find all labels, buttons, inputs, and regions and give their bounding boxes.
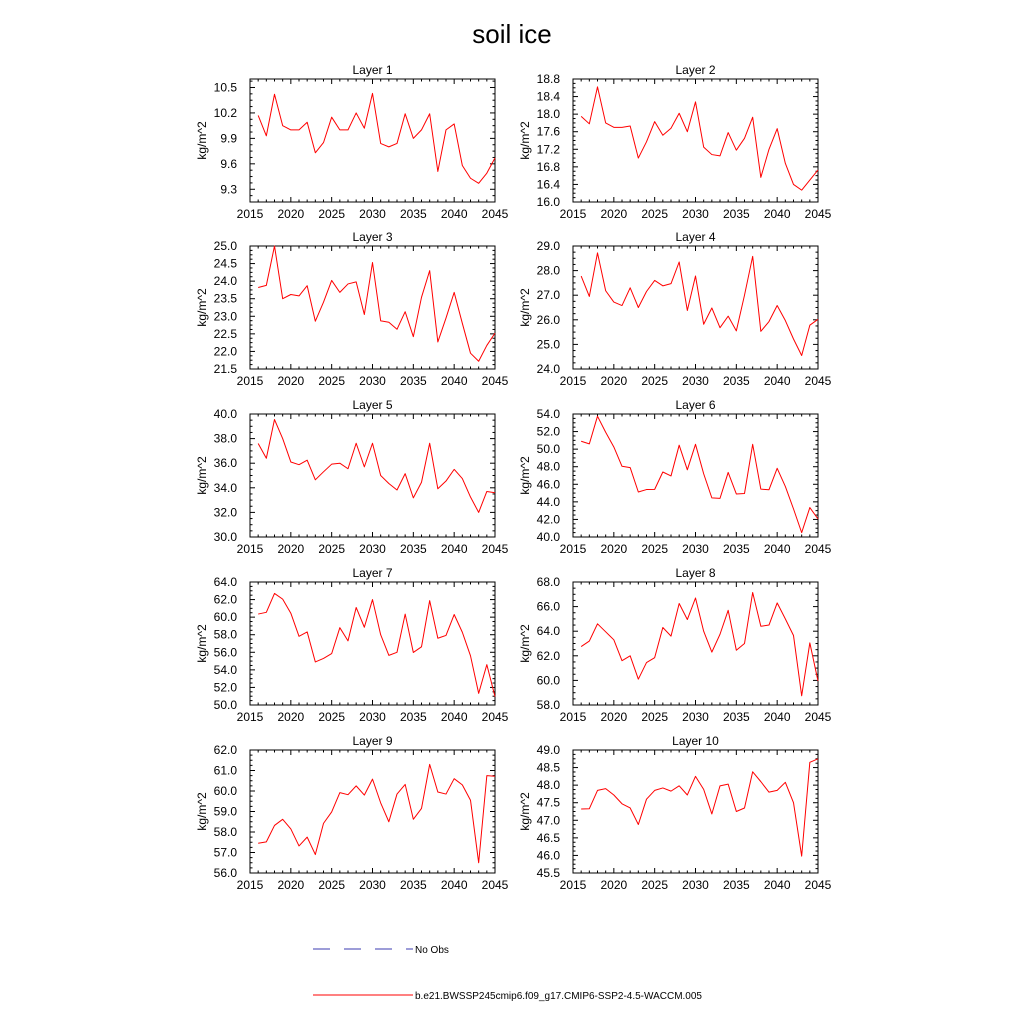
plot-frame <box>573 582 818 705</box>
y-axis-label: kg/m^2 <box>195 456 209 495</box>
x-tick-label: 2040 <box>440 207 468 221</box>
y-axis-label: kg/m^2 <box>195 121 209 160</box>
legend-label-no-obs: No Obs <box>415 945 449 956</box>
x-tick-label: 2015 <box>236 710 264 724</box>
x-tick-label: 2045 <box>804 878 832 892</box>
x-tick-label: 2040 <box>440 374 468 388</box>
x-tick-label: 2030 <box>682 710 709 724</box>
y-tick-label: 32.0 <box>213 505 237 520</box>
y-tick-label: 48.0 <box>536 459 560 474</box>
x-tick-label: 2035 <box>399 878 427 892</box>
y-tick-label: 23.5 <box>213 291 237 306</box>
x-tick-label: 2035 <box>399 542 427 556</box>
y-tick-label: 25.0 <box>536 337 560 352</box>
y-tick-label: 24.5 <box>213 256 237 271</box>
x-tick-label: 2020 <box>277 542 305 556</box>
panel-title: Layer 4 <box>675 230 716 244</box>
y-tick-label: 23.0 <box>213 309 237 324</box>
x-tick-label: 2015 <box>236 878 264 892</box>
x-tick-label: 2035 <box>399 207 427 221</box>
series-line <box>581 759 818 856</box>
panel-layer-2 <box>518 63 832 221</box>
x-tick-label: 2020 <box>600 374 628 388</box>
panel-title: Layer 6 <box>675 398 716 412</box>
panel-title: Layer 8 <box>675 566 716 580</box>
series-line <box>581 416 818 532</box>
y-tick-label: 57.0 <box>213 845 237 860</box>
y-tick-label: 22.5 <box>213 326 237 341</box>
y-tick-label: 48.5 <box>536 760 560 775</box>
x-tick-label: 2020 <box>277 878 305 892</box>
y-axis-label: kg/m^2 <box>518 624 532 663</box>
y-tick-label: 68.0 <box>536 575 560 589</box>
y-tick-label: 28.0 <box>536 263 560 278</box>
plot-frame <box>250 414 495 537</box>
x-tick-label: 2020 <box>277 710 305 724</box>
y-tick-label: 27.0 <box>536 288 560 303</box>
x-tick-label: 2045 <box>481 207 509 221</box>
y-tick-label: 38.0 <box>213 431 237 446</box>
x-tick-label: 2015 <box>236 207 264 221</box>
x-tick-label: 2045 <box>804 207 832 221</box>
x-tick-label: 2025 <box>318 542 346 556</box>
x-tick-label: 2025 <box>641 710 669 724</box>
y-tick-label: 16.4 <box>536 177 560 192</box>
x-tick-label: 2040 <box>763 878 791 892</box>
y-tick-label: 9.9 <box>220 131 237 146</box>
x-tick-label: 2025 <box>641 207 669 221</box>
y-tick-label: 29.0 <box>536 239 560 253</box>
x-tick-label: 2035 <box>399 710 427 724</box>
x-tick-label: 2045 <box>481 710 509 724</box>
y-tick-label: 9.6 <box>220 156 237 171</box>
y-tick-label: 18.0 <box>536 107 560 122</box>
y-tick-label: 46.0 <box>536 848 560 863</box>
x-tick-label: 2035 <box>399 374 427 388</box>
y-tick-label: 62.0 <box>213 592 237 607</box>
y-tick-label: 18.4 <box>536 89 560 104</box>
panel-layer-8 <box>518 566 832 724</box>
plot-frame <box>573 750 818 873</box>
y-tick-label: 54.0 <box>213 662 237 677</box>
panel-layer-1 <box>195 63 509 221</box>
series-line <box>581 87 818 190</box>
x-tick-label: 2045 <box>481 374 509 388</box>
y-tick-label: 59.0 <box>213 804 237 819</box>
y-tick-label: 30.0 <box>213 530 237 544</box>
y-tick-label: 66.0 <box>536 599 560 614</box>
x-tick-label: 2025 <box>318 878 346 892</box>
plot-frame <box>573 414 818 537</box>
panel-title: Layer 5 <box>352 398 393 412</box>
y-tick-label: 9.3 <box>220 182 237 197</box>
panel-title: Layer 9 <box>352 734 393 748</box>
series-line <box>258 420 495 513</box>
x-tick-label: 2040 <box>440 542 468 556</box>
x-tick-label: 2030 <box>359 542 386 556</box>
y-axis-label: kg/m^2 <box>518 456 532 495</box>
x-tick-label: 2045 <box>481 542 509 556</box>
y-axis-label: kg/m^2 <box>195 288 209 327</box>
y-tick-label: 24.0 <box>536 362 560 376</box>
y-tick-label: 40.0 <box>213 407 237 421</box>
panel-layer-4 <box>518 230 832 388</box>
panel-layer-9 <box>195 734 509 892</box>
y-tick-label: 47.0 <box>536 813 560 828</box>
panel-layer-6 <box>518 398 832 556</box>
x-tick-label: 2025 <box>318 710 346 724</box>
y-tick-label: 60.0 <box>213 610 237 625</box>
y-tick-label: 60.0 <box>213 784 237 798</box>
y-tick-label: 18.8 <box>536 72 560 86</box>
x-tick-label: 2030 <box>682 374 709 388</box>
x-tick-label: 2035 <box>722 710 750 724</box>
y-tick-label: 50.0 <box>213 698 237 712</box>
y-axis-label: kg/m^2 <box>518 792 532 831</box>
x-tick-label: 2035 <box>722 207 750 221</box>
y-tick-label: 16.0 <box>536 195 560 209</box>
x-tick-label: 2015 <box>559 878 587 892</box>
series-line <box>258 93 495 183</box>
series-line <box>258 593 495 696</box>
x-tick-label: 2030 <box>682 207 709 221</box>
legend-label-model: b.e21.BWSSP245cmip6.f09_g17.CMIP6-SSP2-4.5-WACCM.005 <box>415 991 702 1002</box>
y-axis-label: kg/m^2 <box>195 792 209 831</box>
plot-frame <box>250 750 495 873</box>
y-tick-label: 26.0 <box>536 312 560 327</box>
series-line <box>581 592 818 695</box>
y-tick-label: 45.5 <box>536 866 560 880</box>
x-tick-label: 2045 <box>804 542 832 556</box>
y-tick-label: 42.0 <box>536 512 560 527</box>
x-tick-label: 2015 <box>559 542 587 556</box>
y-axis-label: kg/m^2 <box>518 288 532 327</box>
x-tick-label: 2035 <box>722 374 750 388</box>
panel-layer-7 <box>195 566 509 724</box>
plot-frame <box>573 246 818 369</box>
x-tick-label: 2020 <box>600 878 628 892</box>
y-tick-label: 48.0 <box>536 778 560 793</box>
plot-frame <box>250 79 495 202</box>
y-tick-label: 40.0 <box>536 530 560 544</box>
x-tick-label: 2025 <box>318 374 346 388</box>
panel-layer-5 <box>195 398 509 556</box>
y-tick-label: 10.2 <box>213 105 237 120</box>
x-tick-label: 2045 <box>481 878 509 892</box>
panels-group <box>195 63 832 892</box>
series-line <box>258 246 495 361</box>
panel-title: Layer 2 <box>675 63 716 77</box>
x-tick-label: 2020 <box>277 207 305 221</box>
y-tick-label: 44.0 <box>536 494 560 509</box>
x-tick-label: 2030 <box>359 207 386 221</box>
y-tick-label: 62.0 <box>213 743 237 757</box>
y-tick-label: 34.0 <box>213 480 237 495</box>
y-tick-label: 64.0 <box>213 575 237 589</box>
x-tick-label: 2035 <box>722 878 750 892</box>
y-tick-label: 24.0 <box>213 274 237 289</box>
x-tick-label: 2015 <box>236 542 264 556</box>
x-tick-label: 2030 <box>359 710 386 724</box>
y-tick-label: 17.2 <box>536 142 560 157</box>
x-tick-label: 2015 <box>559 710 587 724</box>
x-tick-label: 2030 <box>359 878 386 892</box>
y-tick-label: 22.0 <box>213 344 237 359</box>
y-axis-label: kg/m^2 <box>518 121 532 160</box>
x-tick-label: 2040 <box>763 710 791 724</box>
legend <box>313 945 702 1002</box>
series-line <box>581 253 818 356</box>
y-tick-label: 10.5 <box>213 80 237 95</box>
x-tick-label: 2020 <box>600 207 628 221</box>
y-tick-label: 56.0 <box>213 645 237 660</box>
y-tick-label: 52.0 <box>213 680 237 695</box>
x-tick-label: 2020 <box>277 374 305 388</box>
x-tick-label: 2040 <box>763 542 791 556</box>
y-tick-label: 58.0 <box>536 698 560 712</box>
x-tick-label: 2030 <box>682 878 709 892</box>
series-line <box>258 764 495 862</box>
y-tick-label: 21.5 <box>213 362 237 376</box>
x-tick-label: 2025 <box>318 207 346 221</box>
y-tick-label: 62.0 <box>536 648 560 663</box>
y-tick-label: 50.0 <box>536 442 560 457</box>
x-tick-label: 2040 <box>763 207 791 221</box>
panel-layer-10 <box>518 734 832 892</box>
y-tick-label: 47.5 <box>536 795 560 810</box>
x-tick-label: 2015 <box>559 374 587 388</box>
panel-title: Layer 10 <box>672 734 719 748</box>
y-tick-label: 52.0 <box>536 424 560 439</box>
panel-title: Layer 3 <box>352 230 393 244</box>
x-tick-label: 2020 <box>600 710 628 724</box>
y-tick-label: 64.0 <box>536 624 560 639</box>
x-tick-label: 2040 <box>763 374 791 388</box>
y-tick-label: 17.6 <box>536 124 560 139</box>
x-tick-label: 2025 <box>641 542 669 556</box>
y-tick-label: 58.0 <box>213 627 237 642</box>
x-tick-label: 2040 <box>440 710 468 724</box>
x-tick-label: 2045 <box>804 710 832 724</box>
y-tick-label: 58.0 <box>213 825 237 839</box>
y-tick-label: 36.0 <box>213 456 237 471</box>
x-tick-label: 2025 <box>641 878 669 892</box>
x-tick-label: 2015 <box>236 374 264 388</box>
y-axis-label: kg/m^2 <box>195 624 209 663</box>
panel-layer-3 <box>195 230 509 388</box>
y-tick-label: 25.0 <box>213 239 237 253</box>
figure-title: soil ice <box>472 19 552 49</box>
plot-frame <box>573 79 818 202</box>
x-tick-label: 2020 <box>600 542 628 556</box>
x-tick-label: 2045 <box>804 374 832 388</box>
x-tick-label: 2035 <box>722 542 750 556</box>
y-tick-label: 46.0 <box>536 477 560 492</box>
x-tick-label: 2025 <box>641 374 669 388</box>
y-tick-label: 54.0 <box>536 407 560 421</box>
x-tick-label: 2015 <box>559 207 587 221</box>
x-tick-label: 2030 <box>359 374 386 388</box>
panel-title: Layer 1 <box>352 63 393 77</box>
y-tick-label: 49.0 <box>536 743 560 757</box>
y-tick-label: 56.0 <box>213 866 237 880</box>
y-tick-label: 16.8 <box>536 159 560 174</box>
y-tick-label: 61.0 <box>213 763 237 778</box>
x-tick-label: 2030 <box>682 542 709 556</box>
x-tick-label: 2040 <box>440 878 468 892</box>
panel-title: Layer 7 <box>352 566 393 580</box>
y-tick-label: 60.0 <box>536 673 560 688</box>
y-tick-label: 46.5 <box>536 830 560 845</box>
